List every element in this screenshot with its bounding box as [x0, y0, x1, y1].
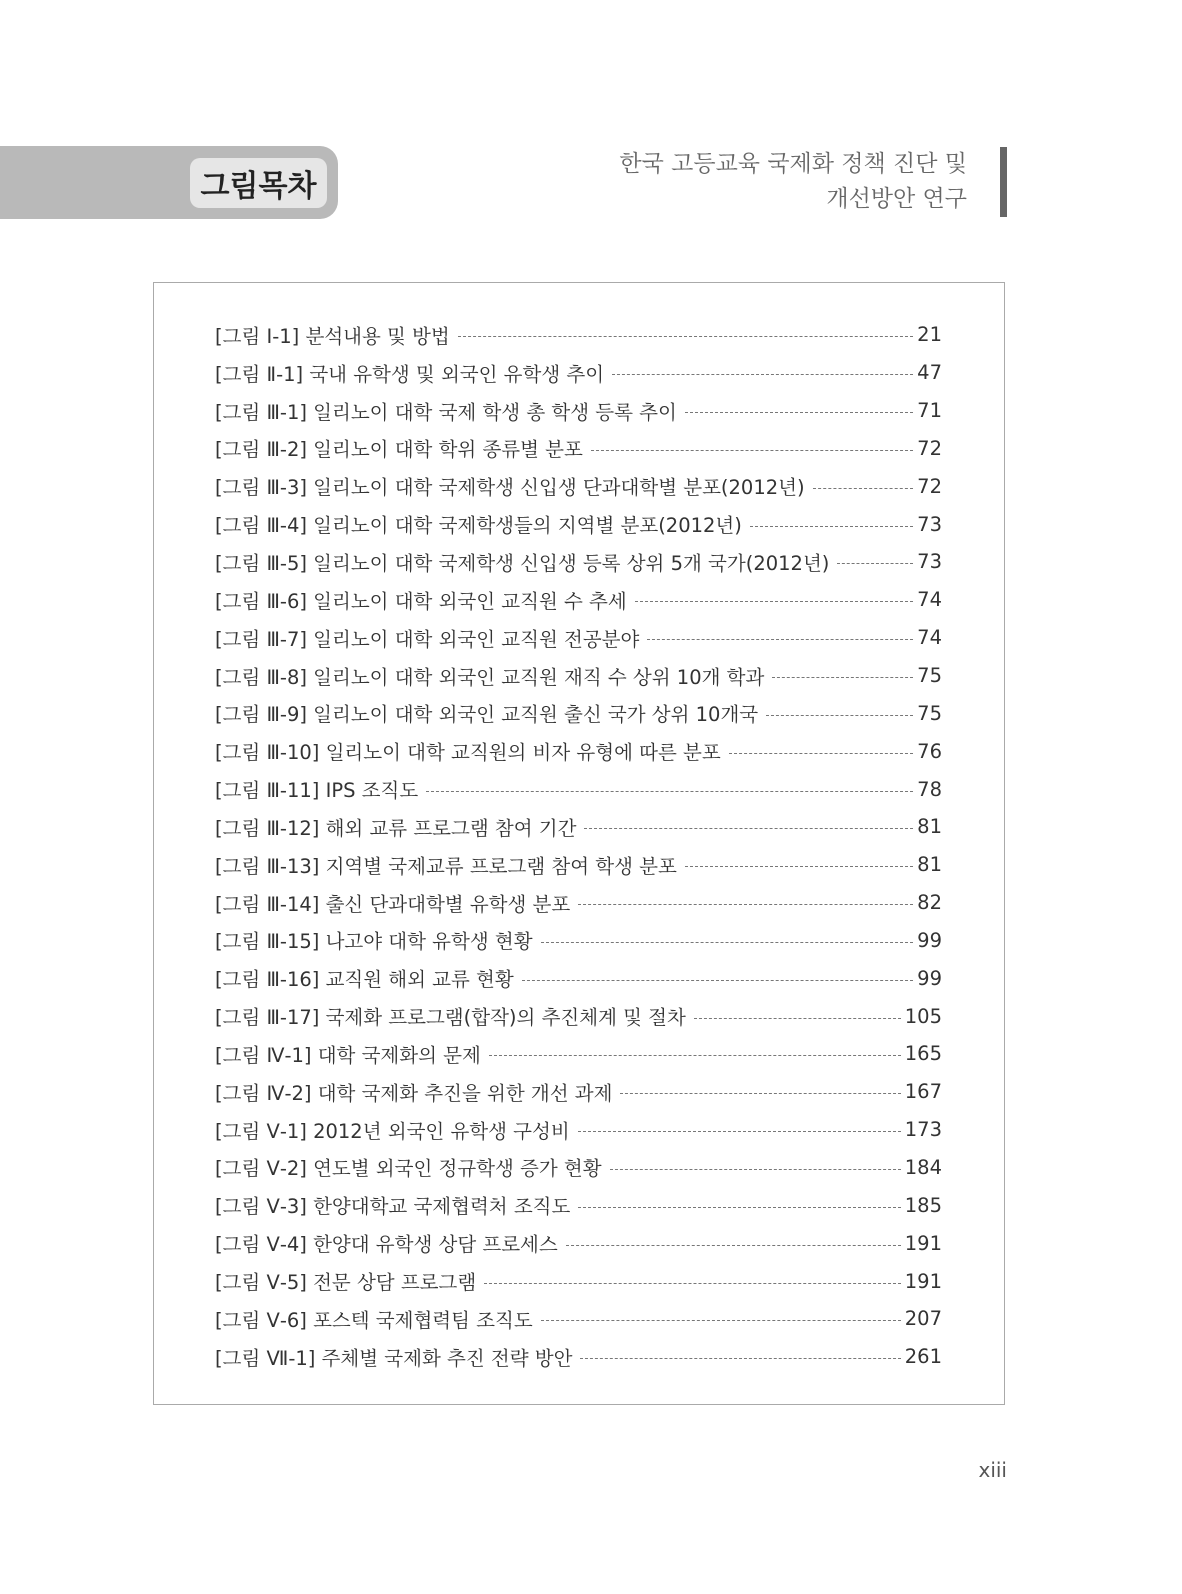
toc-entry-page: 207 [904, 1307, 942, 1331]
toc-entry[interactable] [215, 657, 942, 695]
toc-entry-page: 73 [917, 550, 942, 574]
toc-entry-label: [그림 Ⅲ-4] 일리노이 대학 국제학생들의 지역별 분포(2012년) [215, 514, 742, 538]
dotted-leader [591, 450, 913, 451]
toc-entry-page: 72 [917, 436, 942, 460]
page-number: xiii [978, 1458, 1007, 1482]
toc-entry-label: [그림 Ⅲ-16] 교직원 해외 교류 현황 [215, 968, 514, 992]
toc-entry-label: [그림 Ⅴ-3] 한양대학교 국제협력처 조직도 [215, 1195, 571, 1219]
dotted-leader [578, 1207, 900, 1208]
toc-entry-page: 81 [917, 815, 942, 839]
toc-entry-page: 71 [917, 399, 942, 423]
toc-entry-label: [그림 Ⅴ-1] 2012년 외국인 유학생 구성비 [215, 1119, 570, 1143]
dotted-leader [620, 1093, 900, 1094]
dotted-leader [612, 374, 913, 375]
dotted-leader [772, 677, 913, 678]
toc-entry-page: 82 [917, 891, 942, 915]
toc-entry-label: [그림 Ⅲ-14] 출신 단과대학별 유학생 분포 [215, 892, 571, 916]
dotted-leader [541, 942, 914, 943]
toc-entry[interactable] [215, 581, 942, 619]
toc-entry-page: 74 [917, 626, 942, 650]
dotted-leader [566, 1245, 901, 1246]
toc-entry-label: [그림 Ⅲ-17] 국제화 프로그램(합작)의 추진체계 및 절차 [215, 1006, 686, 1030]
dotted-leader [458, 336, 913, 337]
toc-entry-label: [그림 Ⅲ-10] 일리노이 대학 교직원의 비자 유형에 따른 분포 [215, 741, 721, 765]
dotted-leader [813, 488, 914, 489]
toc-entry[interactable] [215, 884, 942, 922]
toc-entry[interactable] [215, 543, 942, 581]
toc-entry[interactable] [215, 392, 942, 430]
toc-entry[interactable] [215, 430, 942, 468]
toc-entry-label: [그림 Ⅲ-11] IPS 조직도 [215, 779, 419, 803]
dotted-leader [685, 866, 913, 867]
toc-entry-label: [그림 Ⅳ-2] 대학 국제화 추진을 위한 개선 과제 [215, 1081, 613, 1105]
dotted-leader [635, 601, 913, 602]
toc-entry-label: [그림 Ⅲ-7] 일리노이 대학 외국인 교직원 전공분야 [215, 627, 640, 651]
toc-entry[interactable] [215, 316, 942, 354]
dotted-leader [584, 828, 913, 829]
toc-entry[interactable] [215, 694, 942, 732]
toc-entry-label: [그림 Ⅶ-1] 주체별 국제화 추진 전략 방안 [215, 1346, 573, 1370]
toc-entry[interactable] [215, 1186, 942, 1224]
toc-entry-label: [그림 Ⅴ-2] 연도별 외국인 정규학생 증가 현황 [215, 1157, 602, 1181]
dotted-leader [694, 1018, 901, 1019]
dotted-leader [578, 904, 913, 905]
figure-list [215, 316, 942, 1376]
toc-entry[interactable] [215, 770, 942, 808]
toc-entry-page: 72 [917, 474, 942, 498]
book-title [619, 147, 967, 217]
dotted-leader [729, 753, 913, 754]
toc-entry-label: [그림 Ⅴ-6] 포스텍 국제협력팀 조직도 [215, 1308, 533, 1332]
toc-entry-page: 165 [904, 1042, 942, 1066]
dotted-leader [647, 639, 913, 640]
toc-entry[interactable] [215, 354, 942, 392]
toc-entry-label: [그림 Ⅲ-1] 일리노이 대학 국제 학생 총 학생 등록 추이 [215, 400, 677, 424]
toc-entry[interactable] [215, 1149, 942, 1187]
toc-entry-label: [그림 Ⅲ-2] 일리노이 대학 학위 종류별 분포 [215, 438, 583, 462]
toc-entry[interactable] [215, 922, 942, 960]
toc-entry[interactable] [215, 846, 942, 884]
toc-entry[interactable] [215, 1224, 942, 1262]
dotted-leader [541, 1320, 901, 1321]
toc-entry-label: [그림 Ⅱ-1] 국내 유학생 및 외국인 유학생 추이 [215, 362, 605, 386]
toc-entry-label: [그림 Ⅰ-1] 분석내용 및 방법 [215, 324, 450, 348]
toc-entry[interactable] [215, 619, 942, 657]
toc-entry-label: [그림 Ⅲ-5] 일리노이 대학 국제학생 신입생 등록 상위 5개 국가(2012년) [215, 551, 830, 575]
toc-entry-page: 99 [917, 966, 942, 990]
toc-entry-label: [그림 Ⅲ-15] 나고야 대학 유학생 현황 [215, 930, 533, 954]
section-title: 그림목차 [190, 158, 327, 208]
toc-entry-page: 76 [917, 739, 942, 763]
toc-entry-label: [그림 Ⅴ-5] 전문 상담 프로그램 [215, 1271, 477, 1295]
book-title-line-1: 한국 고등교육 국제화 정책 진단 및 [619, 151, 967, 177]
toc-entry-page: 185 [904, 1193, 942, 1217]
dotted-leader [522, 980, 913, 981]
toc-entry-label: [그림 Ⅲ-9] 일리노이 대학 외국인 교직원 출신 국가 상위 10개국 [215, 703, 759, 727]
toc-entry-label: [그림 Ⅲ-6] 일리노이 대학 외국인 교직원 수 추세 [215, 589, 627, 613]
toc-entry[interactable] [215, 1035, 942, 1073]
toc-entry[interactable] [215, 505, 942, 543]
dotted-leader [489, 1055, 901, 1056]
toc-entry[interactable] [215, 732, 942, 770]
dotted-leader [766, 715, 913, 716]
toc-entry-page: 73 [917, 512, 942, 536]
toc-entry[interactable] [215, 1300, 942, 1338]
dotted-leader [578, 1131, 901, 1132]
toc-entry-label: [그림 Ⅲ-12] 해외 교류 프로그램 참여 기간 [215, 816, 577, 840]
toc-entry-page: 261 [904, 1345, 942, 1369]
toc-entry-page: 81 [917, 853, 942, 877]
toc-entry[interactable] [215, 1338, 942, 1376]
toc-entry-page: 191 [904, 1231, 942, 1255]
toc-entry-page: 184 [904, 1155, 942, 1179]
toc-entry-label: [그림 Ⅲ-3] 일리노이 대학 국제학생 신입생 단과대학별 분포(2012년) [215, 476, 805, 500]
dotted-leader [426, 791, 913, 792]
toc-entry[interactable] [215, 467, 942, 505]
toc-entry-label: [그림 Ⅴ-4] 한양대 유학생 상담 프로세스 [215, 1233, 558, 1257]
dotted-leader [484, 1283, 901, 1284]
toc-entry-page: 105 [904, 1004, 942, 1028]
dotted-leader [685, 412, 913, 413]
toc-entry-label: [그림 Ⅳ-1] 대학 국제화의 문제 [215, 1043, 481, 1067]
toc-entry-label: [그림 Ⅲ-13] 지역별 국제교류 프로그램 참여 학생 분포 [215, 854, 677, 878]
toc-entry-label: [그림 Ⅲ-8] 일리노이 대학 외국인 교직원 재직 수 상위 10개 학과 [215, 665, 765, 689]
toc-entry-page: 75 [917, 701, 942, 725]
dotted-leader [837, 563, 913, 564]
toc-entry[interactable] [215, 997, 942, 1035]
toc-entry[interactable] [215, 1073, 942, 1111]
toc-entry-page: 21 [917, 323, 942, 347]
toc-entry[interactable] [215, 959, 942, 997]
toc-entry-page: 78 [917, 777, 942, 801]
toc-entry-page: 47 [917, 361, 942, 385]
toc-entry-page: 75 [917, 664, 942, 688]
toc-entry[interactable] [215, 1111, 942, 1149]
toc-entry-page: 99 [917, 928, 942, 952]
toc-entry[interactable] [215, 1262, 942, 1300]
toc-entry-page: 74 [917, 588, 942, 612]
dotted-leader [580, 1358, 900, 1359]
dotted-leader [610, 1169, 901, 1170]
toc-entry-page: 191 [904, 1269, 942, 1293]
dotted-leader [750, 526, 913, 527]
title-accent-bar [1000, 147, 1007, 217]
toc-entry-page: 167 [904, 1080, 942, 1104]
toc-entry[interactable] [215, 808, 942, 846]
toc-entry-page: 173 [904, 1118, 942, 1142]
book-title-line-2: 개선방안 연구 [826, 186, 967, 212]
